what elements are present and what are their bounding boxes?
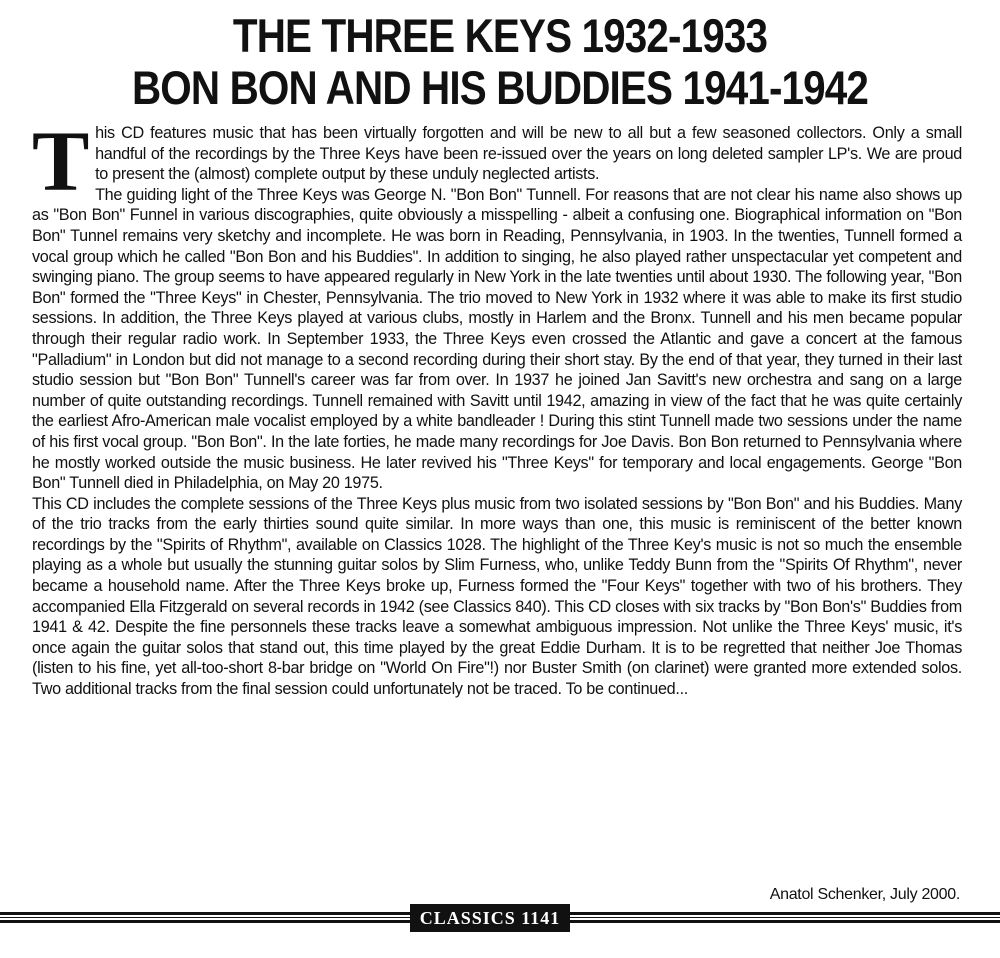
paragraph-intro <box>32 113 962 209</box>
paragraph-cd-contents: This CD includes the complete sessions of the Three Keys plus music from two isolated sessions by "Bon Bon" and his Buddies. Many of the trio tracks from the early thirties sound quite similar. In more ways than one, this music is reminiscent of the better known recordings by the "Spirits of Rhythm", available on Classics 1028. The highlight of the Three Key's music is not so much the ensemble playing as a whole but usually the stunning guitar solos by Slim Furness, who, unlike Teddy Bunn from the "Spirits Of Rhythm", never became a household name. After the Three Keys broke up, Furness formed the "Four Keys" together with two of his brothers. They accompanied Ella Fitzgerald on several records in 1942 (see Classics 840). This CD closes with six tracks by "Bon Bon's" Buddies from 1941 & 42. Despite the fine personnels these tracks leave a somewhat ambiguous impression. Not unlike the Three Keys' music, it's once again the guitar solos that stand out, this time played by the great Eddie Durham. It is to be regretted that neither Joe Thomas (listen to his fine, yet all-too-short 8-bar bridge on "World On Fire"!) nor Buster Smith (on clarinet) were granted more extended solos. Two additional tracks from the final session could unfortunately not be traced. To be continued... <box>32 494 962 699</box>
page-title <box>70 10 930 114</box>
title-line-1: THE THREE KEYS 1932-1933 <box>232 9 768 62</box>
author-signature: Anatol Schenker, July 2000. <box>769 886 960 903</box>
paragraph-biography: The guiding light of the Three Keys was George N. "Bon Bon" Tunnell. For reasons that are not clear his name also shows up as "Bon Bon" Funnel in various discographies, quite obviously a misspelling - albeit a confusing one. Biographical information on "Bon Bon" Tunnel remains very sketchy and incomplete. He was born in Reading, Pennsylvania, in 1903. In the twenties, Tunnell formed a vocal group which he called "Bon Bon and his Buddies". In addition to singing, he also played rather unspectacular yet competent and swinging piano. The group seems to have appeared regularly in New York in the late twenties until about 1930. The following year, "Bon Bon" formed the "Three Keys" in Chester, Pennsylvania. The trio moved to New York in 1932 where it was able to make its first studio sessions. In addition, the Three Keys played at various clubs, mostly in Harlem and the Bronx. Tunnell and his men became popular through their regular radio work. In September 1933, the Three Keys even crossed the Atlantic and gave a concert at the famous "Palladium" in London but did not manage to a second recording during their short stay. By the end of that year, they turned in their last studio session but "Bon Bon" Tunnell's career was far from over. In 1937 he joined Jan Savitt's new orchestra and sang on a large number of quite outstanding recordings. Tunnell remained with Savitt until 1942, amazing in view of the fact that he was quite certainly the earliest Afro-American male vocalist employed by a white bandleader ! During this stint Tunnell made two sessions under the name of his first vocal group. "Bon Bon". In the late forties, he made many recordings for Joe Davis. Bon Bon returned to Pennsylvania where he mostly worked outside the music business. He later revived his "Three Keys" for temporary and local engagements. George "Bon Bon" Tunnell died in Philadelphia, on May 20 1975. <box>32 185 962 493</box>
catalog-label: CLASSICS 1141 <box>410 904 570 932</box>
drop-cap: T <box>32 113 90 209</box>
liner-notes <box>32 113 962 700</box>
paragraph-intro-text: his CD features music that has been virtually forgotten and will be new to all but a few seasoned collectors. Only a small handful of the recordings by the Three Keys have been re-issued over the years on long deleted sampler LP's. We are proud to present the (almost) complete output by these unduly neglected artists. <box>95 124 962 184</box>
footer-rule-right <box>570 912 1000 923</box>
title-line-2: BON BON AND HIS BUDDIES 1941-1942 <box>131 61 869 114</box>
footer-rule-left <box>0 912 410 923</box>
